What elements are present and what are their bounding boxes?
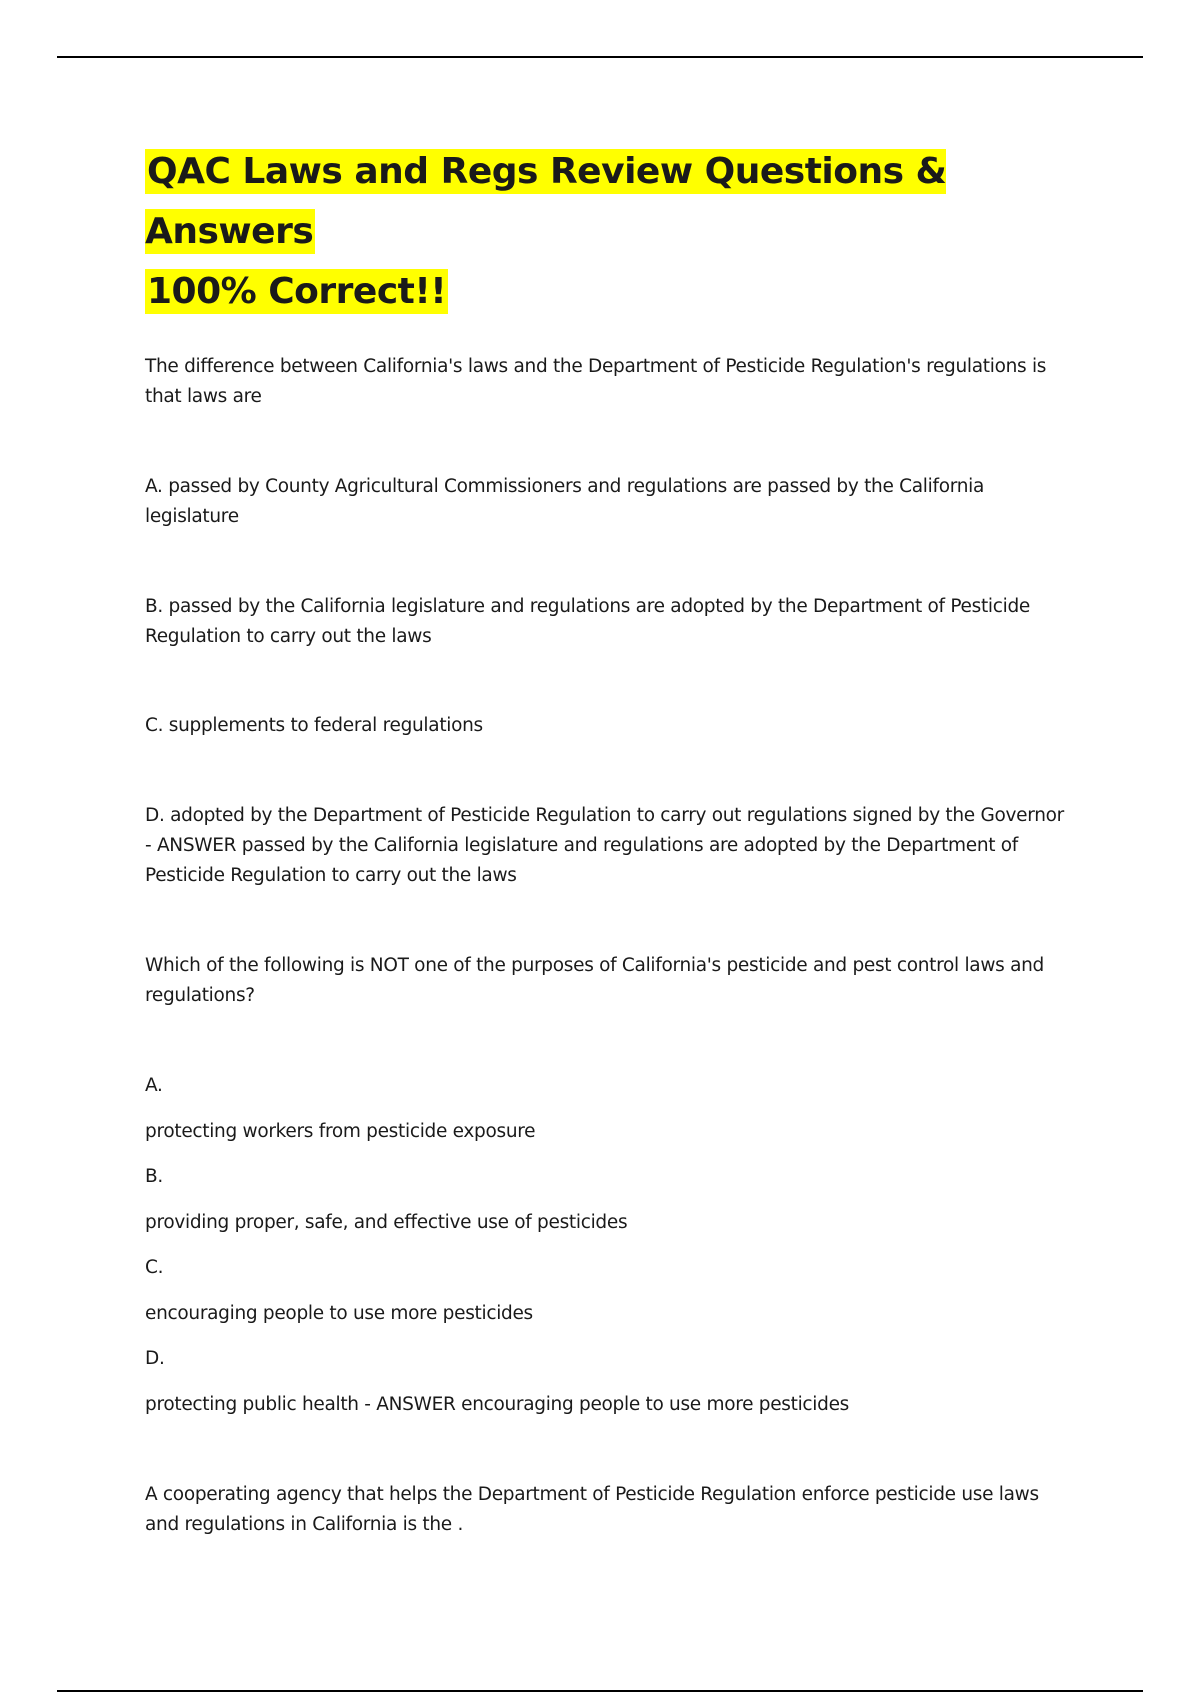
- question-1-option-a: A. passed by County Agricultural Commissioners and regulations are passed by the California legislature: [145, 476, 984, 527]
- question-2-option-a-text: protecting workers from pesticide exposure: [145, 1121, 536, 1142]
- question-2-option-d-text: protecting public health - ANSWER encouraging people to use more pesticides: [145, 1394, 850, 1415]
- footer-rule: [57, 1690, 1143, 1692]
- question-2-option-a-letter: A.: [145, 1075, 163, 1096]
- question-2-prompt: Which of the following is NOT one of the purposes of California's pesticide and pest control laws and regulations?: [145, 955, 1044, 1006]
- question-1-prompt: The difference between California's laws and the Department of Pesticide Regulation's regulations is that laws are: [145, 356, 1047, 407]
- question-1-option-b: B. passed by the California legislature and regulations are adopted by the Department of Pesticide Regulation to carry out the laws: [145, 596, 1030, 647]
- question-1-option-c: C. supplements to federal regulations: [145, 715, 483, 736]
- question-2-option-c-text: encouraging people to use more pesticides: [145, 1303, 533, 1324]
- question-3-prompt: A cooperating agency that helps the Department of Pesticide Regulation enforce pesticide use laws and regulations in California is the .: [145, 1484, 1039, 1535]
- question-1-option-d: D. adopted by the Department of Pesticide Regulation to carry out regulations signed by the Governor - ANSWER passed by the California legislature and regulations are adopted by the Department of Pesticide Regulation to carry out the laws: [145, 805, 1064, 886]
- document-title: [145, 142, 1075, 322]
- question-2-option-b-letter: B.: [145, 1166, 163, 1187]
- question-2-option-b-text: providing proper, safe, and effective use of pesticides: [145, 1212, 628, 1233]
- title-line-2: 100% Correct!!: [147, 271, 447, 312]
- question-2-option-d-letter: D.: [145, 1348, 165, 1369]
- question-2-option-c-letter: C.: [145, 1257, 164, 1278]
- header-rule: [57, 56, 1143, 58]
- title-line-1: QAC Laws and Regs Review Questions & Answers: [145, 151, 947, 252]
